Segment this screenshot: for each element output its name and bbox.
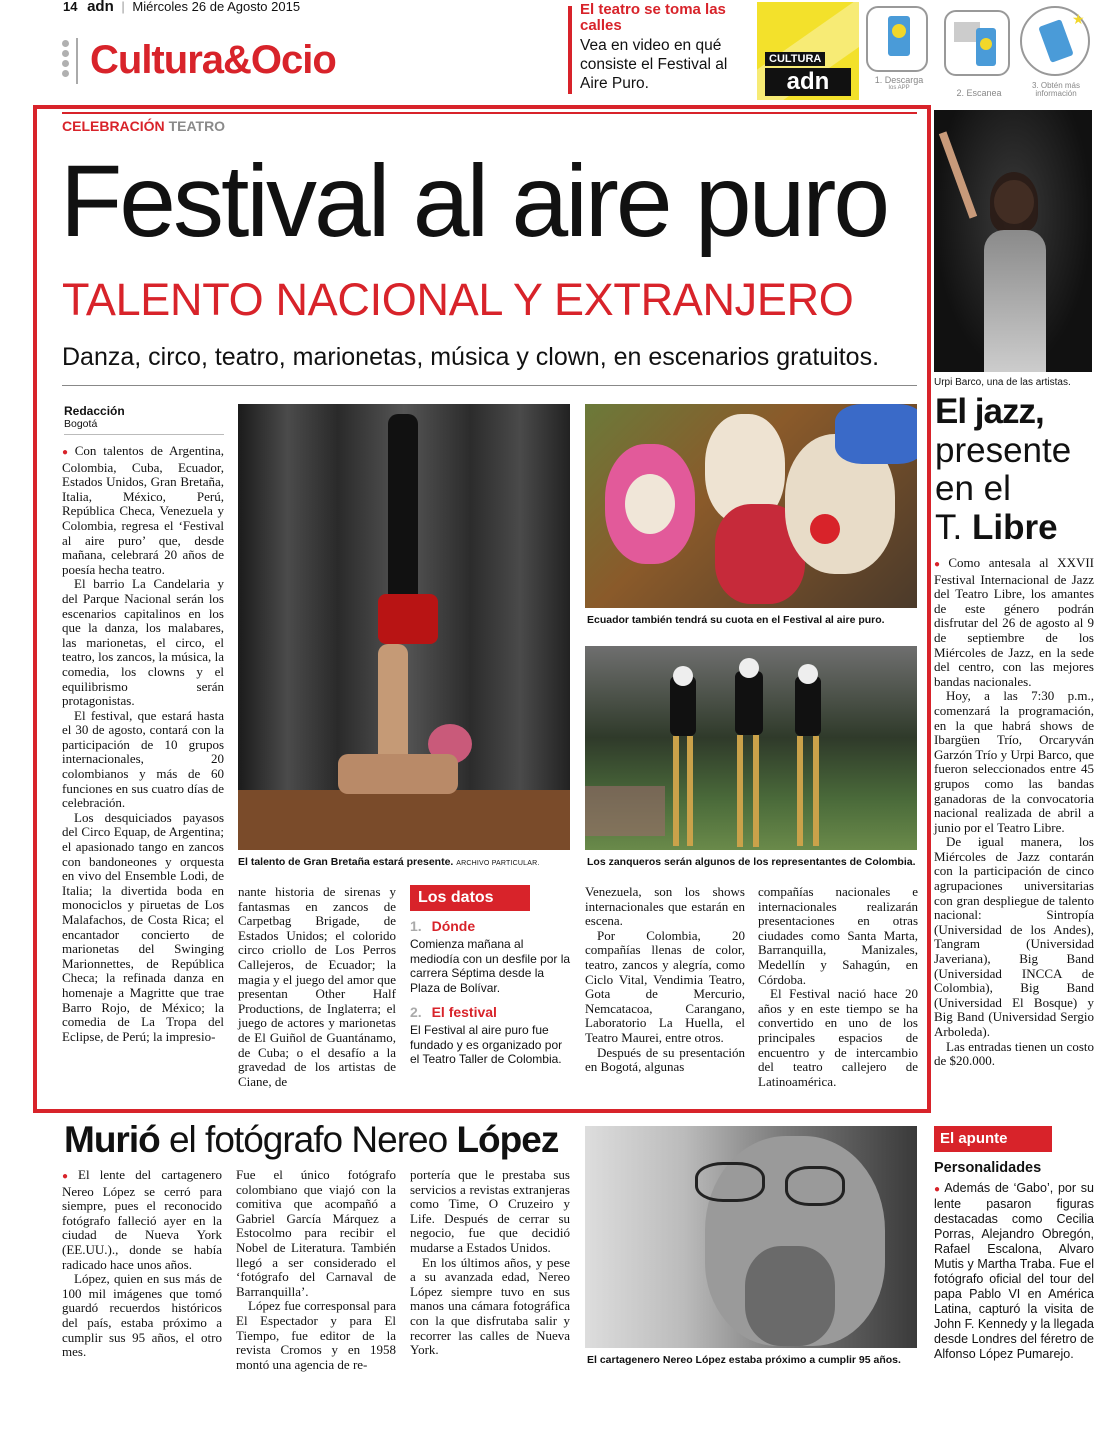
photo-nereo-caption: El cartagenero Nereo López estaba próximo a cumplir 95 años.	[587, 1354, 901, 1366]
nereo-title-bold-1: Murió	[64, 1119, 160, 1160]
photo-zanqueros	[585, 646, 917, 850]
page-header: 14 adn | Miércoles 26 de Agosto 2015	[63, 0, 301, 15]
section-divider	[76, 38, 78, 84]
photo-ecuador-clowns	[585, 404, 917, 608]
brand-logo: adn	[87, 0, 114, 15]
photo-zanqueros-caption: Los zanqueros serán algunos de los representantes de Colombia.	[587, 856, 916, 868]
paragraph: De igual manera, los Miércoles de Jazz contarán con la participación de cinco agrupaciones universitarias con gran despliegue de talento nacional: Sintropía (Universidad de los Andes), Tangram (Universidad Javeriana), Big Band (Universidad INCCA de Colombia), Big Band (Universidad El Bosque) y Big Band (Universidad Sergio Arboleda).	[934, 834, 1094, 1039]
step-1-sub: Ios APP	[888, 85, 910, 91]
photo-ecuador-caption: Ecuador también tendrá su cuota en el Festival al aire puro.	[587, 614, 885, 626]
nereo-title-bold-2: López	[456, 1119, 559, 1160]
phone-download-icon	[866, 6, 928, 72]
phone-info-icon: ★	[1020, 6, 1090, 76]
paragraph: compañías nacionales e internacionales realizarán presentaciones en otras ciudades como Santa Marta, Barranquilla, Manizales, Medellín y Sahagún, en Córdoba.	[758, 884, 918, 987]
article-subtitle: TALENTO NACIONAL Y EXTRANJERO	[62, 274, 854, 325]
nereo-column-2	[236, 1168, 396, 1372]
deck-rule	[62, 385, 917, 386]
datos-item-2-number: 2.	[410, 1004, 422, 1020]
promo-badge-top: CULTURA	[765, 52, 825, 66]
paragraph: En los últimos años, y pese a su avanzada edad, Nereo López siempre tuvo en sus manos una cámara fotográfica con la que disfrutaba salir y recorrer las calles de Nueva York.	[410, 1254, 570, 1358]
photo-credit: ARCHIVO PARTICULAR.	[456, 860, 540, 867]
photo-urpi-caption: Urpi Barco, una de las artistas.	[934, 377, 1071, 388]
article-column-1	[62, 444, 224, 1044]
paragraph: El festival, que estará hasta el 30 de agosto, contará con la participación de 10 grupos internacionales, 20 colombianos y más de 60 funciones en sus cuatro días de celebración.	[62, 707, 224, 811]
paragraph: Las entradas tienen un costo de $20.000.	[934, 1038, 1094, 1069]
paragraph: Fue el único fotógrafo colombiano que viajó con la comitiva que acompañó a Gabriel García Márquez a Estocolmo para recibir el Nobel de Literatura. También llegó a ser considerado el ‘fotógrafo del Carnaval de Barranquilla’.	[236, 1167, 396, 1299]
step-3-label: 3. Obtén más información	[1031, 81, 1081, 98]
paragraph: Hoy, a las 7:30 p.m., comenzará la programación, en la que habrá shows de Ibargüen Trío, Orcaryván Garzón Trío y Urpi Barco, que fueron seleccionados entre 45 grupos como las bandas ganadoras de la convocatoria nacional realizada de abril a junio por el Teatro Libre.	[934, 688, 1094, 835]
paragraph: ● El lente del cartagenero Nereo López se cerró para siempre, pues el reconocido fotógrafo falleció ayer en la ciudad de Nueva York (EE.UU.)., donde se había radicado hace unos años.	[62, 1168, 222, 1272]
datos-item-2-text: El Festival al aire puro fue fundado y es organizado por el Teatro Taller de Colombia.	[410, 1023, 563, 1066]
promo-block[interactable]	[568, 2, 748, 98]
datos-item-1-title: Dónde	[431, 918, 476, 934]
datos-box	[410, 885, 572, 1067]
paragraph: ● Como antesala al XXVII Festival Internacional de Jazz del Teatro Libre, los amantes de este género podrán disfrutar del 26 de agosto al 9 de septiembre de los Miércoles de Jazz, en la sede del centro, con las mejores bandas nacionales.	[934, 556, 1094, 689]
kicker-category: CELEBRACIÓN	[62, 118, 165, 134]
jazz-title	[935, 392, 1095, 548]
promo-kicker: El teatro se toma las calles	[580, 1, 726, 34]
paragraph: portería que le prestaba sus servicios a revistas extranjeras como Time, O Cruzeiro y Life. Después de cerrar su negocio, fue que decidió mudarse a Estados Unidos.	[410, 1167, 570, 1255]
step-download[interactable]	[866, 6, 932, 91]
apunte-box	[934, 1126, 1094, 1362]
paragraph: El barrio La Candelaria y del Parque Nacional serán los escenarios capitalinos en los que la danza, los malabares, las marionetas, el circo, el teatro, los zancos, la música, la comedia, los clowns y el equilibrismo serán protagonistas.	[62, 576, 224, 709]
jazz-title-line2: presente	[935, 431, 1072, 470]
paragraph: ● Con talentos de Argentina, Colombia, Cuba, Ecuador, Estados Unidos, Gran Bretaña, Italia, México, Perú, República Checa, Venezuela y Colombia, regresa el ‘Festival al aire puro’ que, desde mañana, celebrará 20 años de poesía hecha teatro.	[62, 444, 224, 577]
kicker-subcategory: TEATRO	[168, 118, 226, 134]
apunte-header: El apunte	[934, 1126, 1052, 1152]
datos-item-1-text: Comienza mañana al mediodía con un desfile por la carrera Séptima desde la Plaza de Bolívar.	[410, 937, 571, 995]
article-column-5	[758, 885, 918, 1089]
byline-location: Bogotá	[64, 418, 98, 430]
paragraph: Los desquiciados payasos del Circo Equap, de Argentina; el apasionado tango en zancos con bandoneones y orquesta en vivo del Ensemble Lodi, de Italia; la divertida boda en monociclos y piruetas de Los Malafachos, de Costa Rica; el encantador concierto de marionetas del Swinging Marionnettes, de República Checa; la refinada danza en homenaje a Magritte que trae Barro Rojo, de México; la comedia de La Tropa del Eclipse, de Perú; la impresio-	[62, 809, 224, 1044]
photo-gran-bretana	[238, 404, 570, 850]
nereo-column-1	[62, 1168, 222, 1360]
promo-text: Vea en video en qué consiste el Festival al Aire Puro.	[580, 37, 728, 92]
datos-item-2-title: El festival	[431, 1004, 497, 1020]
paragraph: El Festival nació hace 20 años y en este tiempo se ha convertido en uno de los principales espacios de encuentro y de intercambio del teatro callejero de Latinoamérica.	[758, 986, 918, 1089]
jazz-body	[934, 556, 1094, 1069]
app-steps	[866, 6, 1096, 102]
paragraph: Venezuela, son los shows internacionales que estarán en escena.	[585, 884, 745, 929]
nereo-title	[64, 1118, 584, 1162]
byline-author: Redacción	[64, 404, 125, 418]
promo-badge[interactable]	[757, 2, 859, 100]
page-number: 14	[63, 0, 78, 14]
byline	[64, 404, 224, 431]
step-1-label: 1. Descarga	[874, 75, 924, 85]
paragraph: López fue corresponsal para El Espectador y para El Tiempo, fue editor de la revista Cromos y en 1958 montó una agencia de re-	[236, 1298, 396, 1372]
article-column-4	[585, 885, 745, 1075]
section-title: Cultura&Ocio	[90, 38, 336, 82]
promo-badge-bottom: adn	[765, 68, 851, 96]
promo-red-rule	[568, 6, 572, 94]
step-info[interactable]	[1020, 6, 1092, 98]
article-column-2	[238, 885, 396, 1089]
article-kicker	[62, 118, 225, 134]
step-2-label: 2. Escanea	[956, 88, 1002, 98]
photo-gran-bretana-caption	[238, 856, 570, 870]
apunte-subtitle: Personalidades	[934, 1160, 1042, 1176]
jazz-title-libre: Libre	[971, 508, 1058, 547]
jazz-title-bold: El jazz,	[935, 392, 1044, 431]
step-scan[interactable]	[944, 10, 1014, 98]
jazz-title-line3: en el	[935, 469, 1011, 508]
nereo-title-middle: el fotógrafo Nereo	[168, 1119, 448, 1160]
kicker-rule	[62, 112, 917, 114]
paragraph: Después de su presentación en Bogotá, algunas	[585, 1044, 745, 1075]
article-title: Festival al aire puro	[60, 144, 888, 258]
paragraph: nante historia de sirenas y fantasmas en zancos de Carpetbag Brigade, de Estados Unidos; el colorido circo criollo de Los Perros Callejeros, de Ecuador; la magia y el juego del amor que presentan Other Half Productions, de Inglaterra; el juego de actores y marionetas de El Guiñol de Guantánamo, de Cuba; o el desafío a la gravedad de los artistas de Ciane, de	[238, 884, 396, 1089]
paragraph: Por Colombia, 20 compañías llenas de color, teatro, zancos y alegría, como Ciclo Vital, Vendimia Teatro, Gota de Mercurio, Nemcatacoa, Carangano, Laboratorio La Huella, el Teatro Maurei, entre otros.	[585, 927, 745, 1045]
apunte-text: ● Además de ‘Gabo’, por su lente pasaron figuras destacadas como Cecilia Porras, Alejandro Obregón, Rafael Escalona, Alvaro Mutis y Martha Traba. Fue el fotógrafo oficial del tour del papa Pablo VI en América Latina, capturó la visita de John F. Kennedy y la llegada desde Londres del féretro de Alfonso López Pumarejo.	[934, 1181, 1094, 1362]
photo-nereo-lopez	[585, 1126, 917, 1348]
datos-item-1-number: 1.	[410, 918, 422, 934]
article-deck: Danza, circo, teatro, marionetas, música y clown, en escenarios gratuitos.	[62, 343, 880, 371]
datos-header: Los datos	[410, 885, 530, 911]
phone-scan-icon	[944, 10, 1010, 76]
caption-text: El talento de Gran Bretaña estará presente.	[238, 856, 454, 868]
nereo-column-3	[410, 1168, 570, 1358]
jazz-title-t: T.	[935, 508, 963, 547]
paragraph: López, quien en sus más de 100 mil imágenes que tomó guardó recuerdos históricos del país, estaba próximo a cumplir sus 95 años, el otro mes.	[62, 1271, 222, 1360]
section-dots	[62, 40, 70, 77]
issue-date: Miércoles 26 de Agosto 2015	[132, 0, 301, 14]
photo-urpi-barco	[934, 110, 1092, 372]
